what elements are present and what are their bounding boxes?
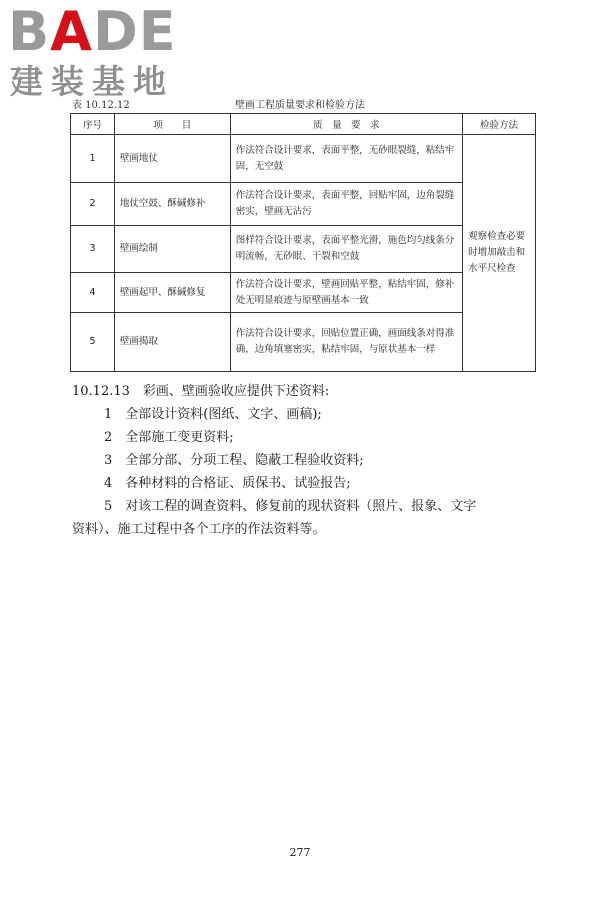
list-item-continuation: 资料）、施工过程中各个工序的作法资料等。 (72, 522, 326, 537)
row-item: 地仗空鼓、酥碱修补 (114, 183, 230, 226)
row-requirement: 作法符合设计要求，表面平整，回贴牢固，边角裂缝密实，壁画无沾污 (230, 183, 462, 226)
list-item: 3 全部分部、分项工程、隐蔽工程验收资料; (104, 453, 364, 468)
table-number: 表 10.12.12 (72, 100, 130, 111)
table-row (71, 135, 536, 183)
row-number: 2 (71, 183, 115, 226)
inspection-method: 观察检查必要时增加敲击和水平尺检查 (463, 135, 536, 372)
list-item: 2 全部施工变更资料; (104, 430, 234, 445)
clause-section (72, 380, 540, 541)
header-method: 检验方法 (463, 114, 536, 135)
bade-logo (8, 0, 183, 104)
row-number: 5 (71, 313, 115, 372)
page-number: 277 (289, 846, 311, 859)
header-no: 序号 (71, 114, 115, 135)
row-number: 3 (71, 226, 115, 273)
table-header-row (71, 114, 536, 135)
row-requirement: 作法符合设计要求，回贴位置正确，画面线条对得准确，边角填塞密实，粘结牢固，与原状基本一样 (230, 313, 462, 372)
clause-heading-text: 彩画、壁画验收应提供下述资料: (142, 384, 330, 399)
row-requirement: 作法符合设计要求，表面平整，无砂眼裂缝，粘结牢固，无空鼓 (230, 135, 462, 183)
row-requirement: 图样符合设计要求，表面平整光滑，施色均匀线条分明流畅，无砂眼、干裂和空鼓 (230, 226, 462, 273)
row-item: 壁画绘制 (114, 226, 230, 273)
logo-chinese-text: 建装基地 (10, 62, 174, 101)
row-number: 1 (71, 135, 115, 183)
header-requirement: 质 量 要 求 (230, 114, 462, 135)
row-item: 壁画揭取 (114, 313, 230, 372)
row-number: 4 (71, 273, 115, 313)
table-title: 壁画工程质量要求和检验方法 (235, 100, 365, 111)
clause-heading (72, 380, 540, 403)
list-item: 5 对该工程的调查资料、修复前的现状资料（照片、报象、文字 (104, 499, 477, 514)
clause-number: 10.12.13 (72, 384, 130, 399)
row-item: 壁画起甲、酥碱修复 (114, 273, 230, 313)
row-item: 壁画地仗 (114, 135, 230, 183)
quality-table (70, 113, 536, 372)
list-item: 1 全部设计资料(图纸、文字、画稿); (104, 407, 322, 422)
row-requirement: 作法符合设计要求，壁画回贴平整，粘结牢固，修补处无明显痕迹与原壁画基本一致 (230, 273, 462, 313)
list-item: 4 各种材料的合格证、质保书、试验报告; (104, 476, 351, 491)
header-item: 项 目 (114, 114, 230, 135)
logo-wordmark: BADE (8, 0, 177, 63)
